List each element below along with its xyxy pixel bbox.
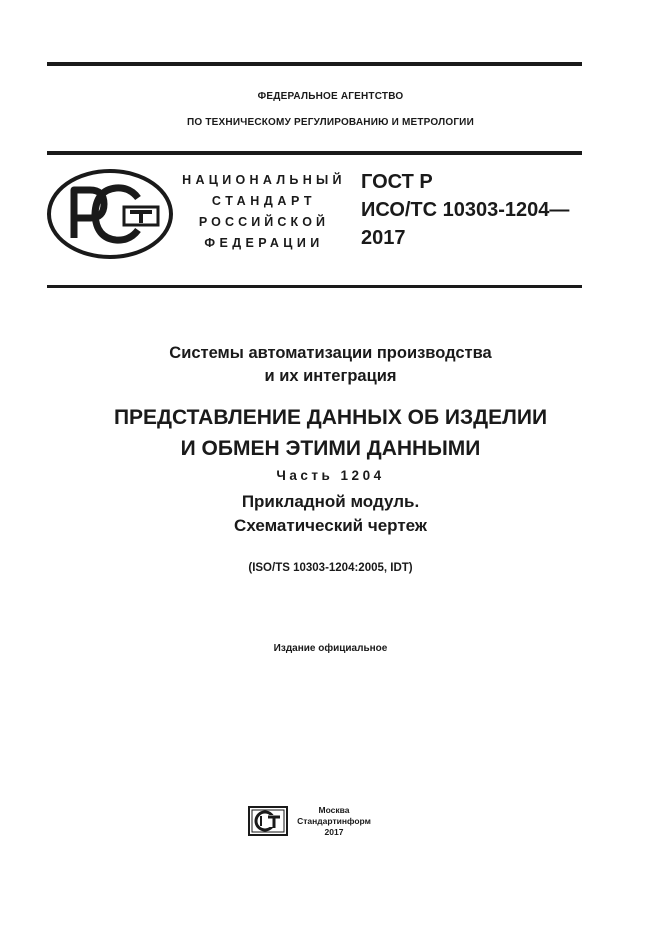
standard-designation: [361, 168, 569, 252]
agency-name-line1: ФЕДЕРАЛЬНОЕ АГЕНТСТВО: [257, 91, 404, 102]
designation-line1: ГОСТ Р: [361, 171, 433, 193]
main-title-line2: И ОБМЕН ЭТИМИ ДАННЫМИ: [180, 437, 481, 460]
part-title: [0, 490, 661, 538]
iso-reference: (ISO/TS 10303-1204:2005, IDT): [248, 562, 413, 574]
publisher-name: Стандартинформ: [297, 816, 371, 826]
designation-line2: ИСО/ТС 10303-1204—: [361, 199, 570, 221]
standartinform-logo-icon: [247, 805, 289, 837]
publisher-block: [296, 805, 372, 838]
part-title-line1: Прикладной модуль.: [241, 492, 420, 511]
series-title: [0, 342, 661, 388]
part-number: Часть 1204: [276, 468, 385, 483]
national-standard-label: [178, 170, 350, 254]
rst-certification-mark-icon: [46, 168, 174, 260]
edition-label: Издание официальное: [273, 643, 388, 654]
bottom-rule: [47, 285, 582, 288]
national-standard-line2: СТАНДАРТ: [211, 194, 317, 208]
publisher-city: Москва: [318, 805, 350, 815]
national-standard-line3: РОССИЙСКОЙ: [198, 215, 330, 229]
middle-rule: [47, 151, 582, 155]
national-standard-line1: НАЦИОНАЛЬНЫЙ: [182, 173, 346, 187]
top-rule: [47, 62, 582, 66]
agency-name-line2: ПО ТЕХНИЧЕСКОМУ РЕГУЛИРОВАНИЮ И МЕТРОЛОГИИ: [187, 117, 474, 128]
designation-line3: 2017: [361, 227, 406, 249]
main-title: [0, 402, 661, 464]
main-title-line1: ПРЕДСТАВЛЕНИЕ ДАННЫХ ОБ ИЗДЕЛИИ: [113, 406, 548, 429]
part-title-line2: Схематический чертеж: [234, 516, 427, 535]
series-title-line1: Системы автоматизации производства: [169, 344, 492, 362]
publisher-year: 2017: [324, 827, 344, 837]
series-title-line2: и их интеграция: [264, 367, 397, 385]
national-standard-line4: ФЕДЕРАЦИИ: [204, 236, 324, 250]
